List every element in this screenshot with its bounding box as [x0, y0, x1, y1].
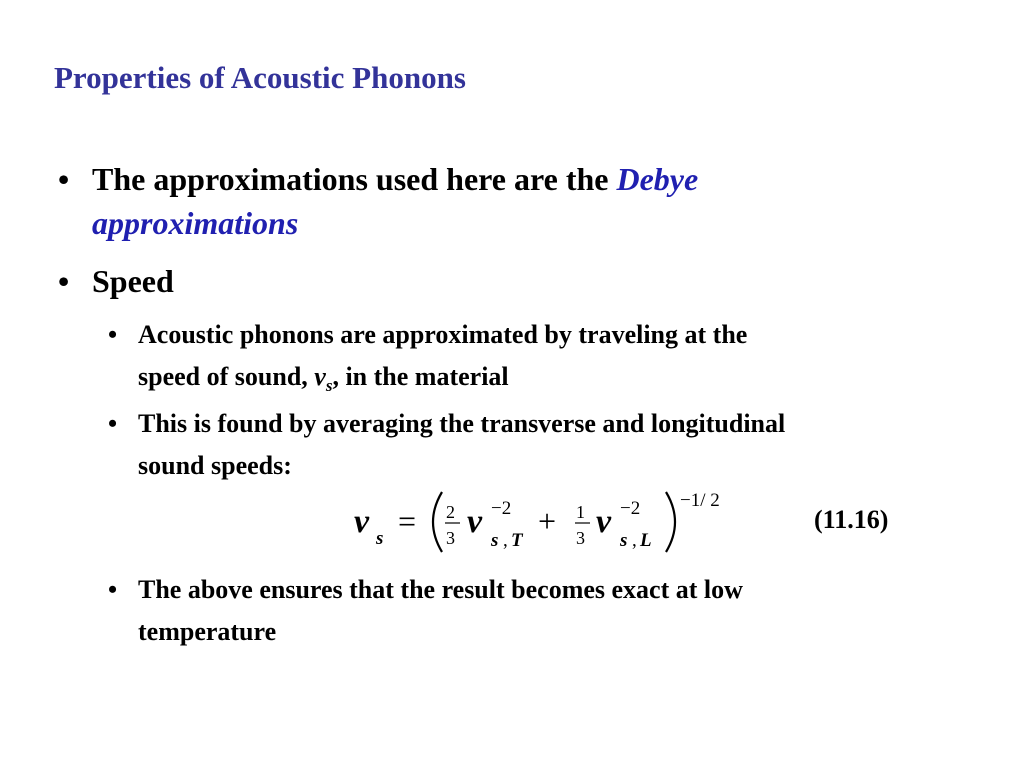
- eq-term1-sub2: T: [511, 530, 523, 551]
- eq-outer-exp: −1/ 2: [680, 490, 720, 511]
- bullet-marker: •: [58, 161, 70, 197]
- var-v-sub: s: [325, 376, 333, 396]
- bullet-marker: •: [58, 263, 70, 299]
- bullet-text: Speed: [92, 263, 174, 299]
- var-v: v: [314, 362, 326, 391]
- eq-term2-sub2: L: [640, 530, 652, 551]
- eq-plus: +: [538, 503, 557, 539]
- eq-left-paren: [433, 492, 442, 552]
- eq-term2-comma: ,: [632, 530, 637, 551]
- bullet-text-plain: The approximations used here are the: [92, 161, 617, 197]
- eq-frac1-den: 3: [446, 528, 455, 548]
- emphasis-debye: Debye: [616, 161, 699, 197]
- eq-term1-sup: −2: [491, 498, 512, 519]
- eq-term1-sub: s: [491, 530, 499, 551]
- line-1: The above ensures that the result becomes exact at low: [138, 575, 743, 604]
- sub-bullet-text: [138, 314, 1008, 407]
- line-2: temperature: [138, 617, 277, 646]
- line-2: sound speeds:: [138, 451, 292, 480]
- slide-title: Properties of Acoustic Phonons: [54, 60, 466, 95]
- eq-lhs-sub: s: [376, 528, 384, 549]
- bullet-marker: •: [108, 409, 118, 438]
- eq-term2-sup: −2: [620, 498, 641, 519]
- eq-right-paren: [666, 492, 675, 552]
- line-1: Acoustic phonons are approximated by traveling at the: [138, 320, 748, 349]
- equation-11-16: [350, 486, 750, 556]
- eq-lhs-v: v: [354, 503, 370, 540]
- sub-bullet-text: [138, 403, 1008, 487]
- equation-number: (11.16): [814, 505, 889, 534]
- eq-frac1-num: 2: [446, 502, 455, 522]
- sub-bullet-text: [138, 569, 1008, 653]
- eq-term2-sub: s: [620, 530, 628, 551]
- eq-frac2-num: 1: [576, 502, 585, 522]
- emphasis-approximations: approximations: [92, 205, 299, 241]
- line-2-before: speed of sound,: [138, 362, 315, 391]
- eq-equals: =: [398, 503, 417, 539]
- bullet-marker: •: [108, 575, 118, 604]
- eq-frac2-den: 3: [576, 528, 585, 548]
- bullet-marker: •: [108, 320, 118, 349]
- eq-term1-comma: ,: [503, 530, 508, 551]
- line-2-after: , in the material: [332, 362, 509, 391]
- eq-term1-v: v: [467, 503, 483, 540]
- bullet-text: [92, 157, 972, 245]
- line-1: This is found by averaging the transverse and longitudinal: [138, 409, 786, 438]
- eq-term2-v: v: [596, 503, 612, 540]
